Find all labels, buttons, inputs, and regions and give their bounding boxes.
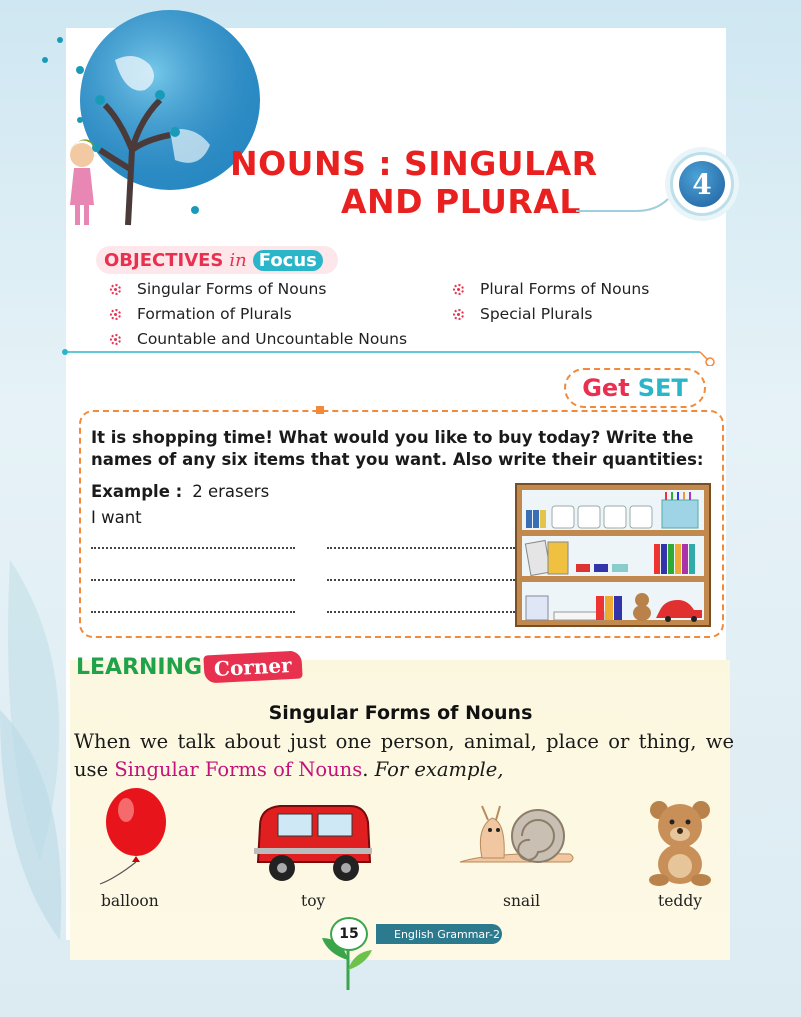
learning-corner-title <box>76 653 302 681</box>
get-set-badge <box>564 368 706 408</box>
get-set-set: SET <box>637 374 688 402</box>
bullet-icon <box>110 284 121 295</box>
learning-label: LEARNING <box>76 654 203 680</box>
chapter-number: 4 <box>679 161 725 207</box>
globe-tree-illustration <box>20 0 270 240</box>
example-line <box>91 482 269 501</box>
objectives-focus: Focus <box>253 250 323 271</box>
answer-line[interactable] <box>327 579 515 581</box>
bullet-icon <box>453 284 464 295</box>
objectives-label: OBJECTIVES <box>104 249 224 271</box>
answer-line[interactable] <box>91 579 295 581</box>
picture-label: snail <box>503 892 541 910</box>
corner-label: Corner <box>203 650 302 683</box>
chapter-title-line1: NOUNS : SINGULAR <box>230 144 598 183</box>
toy-truck-picture <box>250 796 375 886</box>
snail-picture <box>452 800 582 870</box>
objectives-badge <box>96 246 338 274</box>
get-set-get: Get <box>582 374 630 402</box>
example-value: 2 erasers <box>192 482 270 501</box>
shelf-illustration <box>514 482 712 628</box>
objective-item: Countable and Uncountable Nouns <box>110 330 407 348</box>
answer-line[interactable] <box>91 547 295 549</box>
intro-paragraph: When we talk about just one person, animal, place or thing, we use Singular Forms of Nouns. For example, <box>74 730 734 781</box>
answer-line[interactable] <box>327 547 515 549</box>
objective-item: Singular Forms of Nouns <box>110 280 326 298</box>
bullet-icon <box>110 309 121 320</box>
bullet-icon <box>110 334 121 345</box>
section-heading: Singular Forms of Nouns <box>268 702 533 724</box>
picture-label: balloon <box>101 892 159 910</box>
balloon-picture <box>96 786 176 886</box>
corner-square <box>316 406 324 414</box>
picture-label: toy <box>301 892 326 910</box>
chapter-title-line2: AND PLURAL <box>341 182 581 221</box>
picture-label: teddy <box>658 892 703 910</box>
book-title-pill: English Grammar-2 <box>376 924 502 944</box>
page-number: 15 <box>330 917 368 951</box>
answer-line[interactable] <box>327 611 515 613</box>
chapter-number-badge <box>670 152 734 216</box>
example-label: Example : <box>91 482 183 501</box>
objective-item: Formation of Plurals <box>110 305 292 323</box>
teddy-picture <box>645 798 717 886</box>
bullet-icon <box>453 309 464 320</box>
answer-line[interactable] <box>91 611 295 613</box>
section-divider <box>60 346 720 366</box>
highlight-term: Singular Forms of Nouns <box>114 758 363 781</box>
objectives-in: in <box>229 249 247 271</box>
chapter-swirl <box>576 195 676 215</box>
activity-question: It is shopping time! What would you like to buy today? Write the names of any six items that you want. Also write their quantities: <box>91 428 704 469</box>
want-label: I want <box>91 508 142 527</box>
objective-item: Special Plurals <box>453 305 593 323</box>
objective-item: Plural Forms of Nouns <box>453 280 649 298</box>
